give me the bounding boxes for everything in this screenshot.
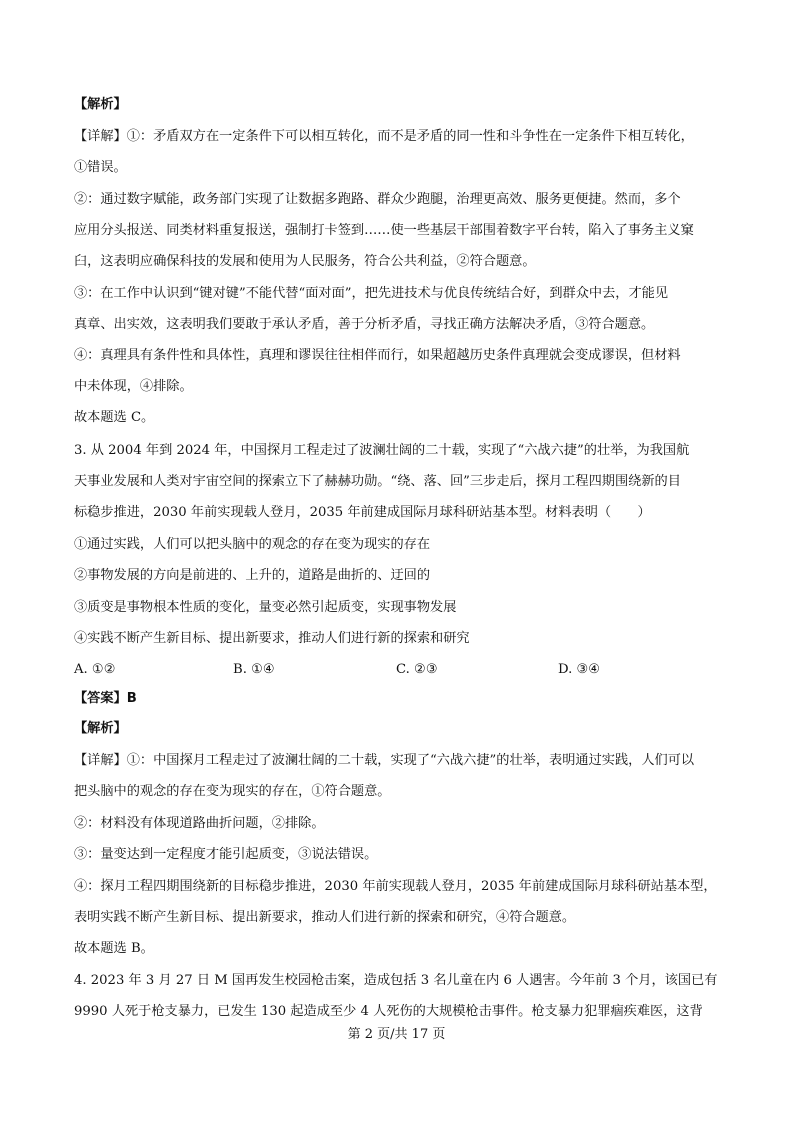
detail-1-line: 应用分头报送、同类材料重复报送，强制打卡签到……使一些基层干部围着数字平台转，陷入了事务主义窠 bbox=[74, 223, 694, 238]
option-c: C. ②③ bbox=[396, 662, 438, 677]
question-3-stem: 3. 从 2004 年到 2024 年，中国探月工程走过了波澜壮阔的二十载，实现了“六战六捷”的壮举，为我国航 bbox=[74, 443, 690, 458]
analysis-heading: 【解析】 bbox=[74, 97, 127, 112]
question-3-item: ①通过实践，人们可以把头脑中的观念的存在变为现实的存在 bbox=[74, 537, 431, 552]
detail-2-line: 把头脑中的观念的存在变为现实的存在，①符合题意。 bbox=[74, 784, 391, 799]
option-b: B. ①④ bbox=[233, 662, 275, 677]
detail-2-line: ③：量变达到一定程度才能引起质变，③说法错误。 bbox=[74, 847, 378, 862]
question-3-stem: 标稳步推进，2030 年前实现载人登月，2035 年前建成国际月球科研站基本型。材料表明（ ） bbox=[74, 505, 651, 520]
detail-1-line: 臼，这表明应确保科技的发展和使用为人民服务，符合公共利益，②符合题意。 bbox=[74, 254, 536, 269]
detail-1-line: ③：在工作中认识到“键对键”不能代替“面对面”，把先进技术与优良传统结合好，到群众中去，才能见 bbox=[74, 286, 669, 301]
detail-1-line: ②：通过数字赋能，政务部门实现了让数据多跑路、群众少跑腿，治理更高效、服务更便捷。然而，多个 bbox=[74, 192, 681, 207]
detail-1-line: 【详解】①：矛盾双方在一定条件下可以相互转化，而不是矛盾的同一性和斗争性在一定条件下相互转化， bbox=[74, 129, 694, 144]
analysis-heading: 【解析】 bbox=[74, 721, 127, 736]
option-d: D. ③④ bbox=[558, 662, 601, 677]
question-3-item: ③质变是事物根本性质的变化，量变必然引起质变，实现事物发展 bbox=[74, 600, 457, 615]
question-3-stem: 天事业发展和人类对宇宙空间的探索立下了赫赫功勋。“绕、落、回”三步走后，探月工程四期围绕新的目 bbox=[74, 474, 681, 489]
detail-1-line: 真章、出实效，这表明我们要敢于承认矛盾，善于分析矛盾，寻找正确方法解决矛盾，③符合题意。 bbox=[74, 317, 655, 332]
page-footer: 第 2 页/共 17 页 bbox=[347, 1027, 446, 1042]
option-a: A. ①② bbox=[74, 662, 116, 677]
detail-2-line: ②：材料没有体现道路曲折问题，②排除。 bbox=[74, 816, 325, 831]
detail-1-line: ①错误。 bbox=[74, 160, 127, 175]
detail-2-conclusion: 故本题选 B。 bbox=[74, 941, 154, 956]
question-3-item: ②事物发展的方向是前进的、上升的，道路是曲折的、迂回的 bbox=[74, 568, 431, 583]
detail-2-line: 表明实践不断产生新目标、提出新要求，推动人们进行新的探索和研究，④符合题意。 bbox=[74, 910, 576, 925]
detail-1-conclusion: 故本题选 C。 bbox=[74, 410, 155, 425]
detail-2-line: ④：探月工程四期围绕新的目标稳步推进，2030 年前实现载人登月，2035 年前建成国际月球科研站基本型， bbox=[74, 879, 717, 894]
answer-label: 【答案】B bbox=[74, 691, 137, 706]
question-3-item: ④实践不断产生新目标、提出新要求，推动人们进行新的探索和研究 bbox=[74, 631, 470, 646]
detail-1-line: 中未体现，④排除。 bbox=[74, 379, 193, 394]
detail-2-line: 【详解】①：中国探月工程走过了波澜壮阔的二十载，实现了“六战六捷”的壮举，表明通过实践，人们可以 bbox=[74, 753, 695, 768]
question-4-stem: 4. 2023 年 3 月 27 日 M 国再发生校园枪击案，造成包括 3 名儿童在内 6 人遇害。今年前 3 个月，该国已有 bbox=[74, 973, 718, 988]
detail-1-line: ④：真理具有条件性和具体性，真理和谬误往往相伴而行，如果超越历史条件真理就会变成谬误，但材料 bbox=[74, 348, 681, 363]
question-4-stem: 9990 人死于枪支暴力，已发生 130 起造成至少 4 人死伤的大规模枪击事件。枪支暴力犯罪痼疾难医，这背 bbox=[74, 1004, 703, 1019]
